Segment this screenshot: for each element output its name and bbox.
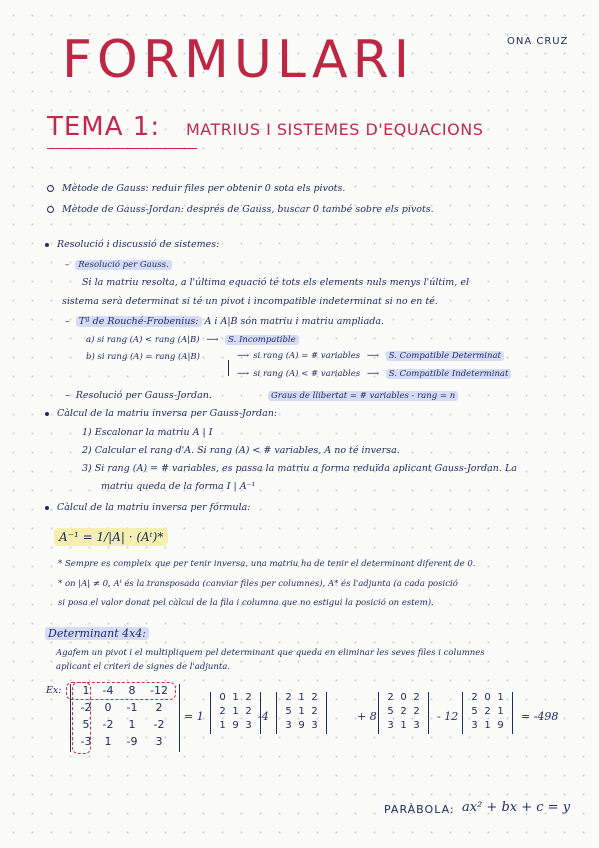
minor-cell: 2 bbox=[219, 706, 226, 717]
minor-cell: 5 bbox=[285, 706, 292, 717]
inversa-step3-2: matriu queda de la forma I | A⁻¹ bbox=[101, 481, 256, 492]
minor-cell: 2 bbox=[413, 706, 420, 717]
bullet-circle-icon bbox=[47, 206, 54, 213]
matrix-cell: 3 bbox=[155, 735, 163, 748]
minor-cell: 3 bbox=[285, 720, 292, 731]
minor-cell: 2 bbox=[484, 706, 491, 717]
case-b1-text: si rang (A) = # variables bbox=[253, 351, 361, 361]
author-name: ONA CRUZ bbox=[507, 36, 569, 47]
case-b-branch-line bbox=[228, 360, 229, 376]
formula-heading bbox=[45, 502, 250, 513]
case-b1-result: S. Compatible Determinat bbox=[386, 351, 504, 361]
bullet-dot-icon bbox=[45, 243, 49, 247]
inversa-heading bbox=[45, 408, 277, 419]
minor-cell: 2 bbox=[311, 706, 318, 717]
rouche-line: – Tª de Rouché-Frobenius: A i A|B són matriu i matriu ampliada. bbox=[65, 316, 385, 327]
minor-cell: 2 bbox=[285, 692, 292, 703]
minor-4-grid bbox=[462, 692, 513, 734]
parabola-formula: ax² + bx + c = y bbox=[462, 800, 571, 815]
gauss-label: – Resolució per Gauss. bbox=[65, 260, 172, 270]
minor-cell: 1 bbox=[232, 692, 239, 703]
minor-cell: 2 bbox=[413, 692, 420, 703]
matrix-cell: 8 bbox=[128, 684, 136, 697]
coef-3: + 8 bbox=[357, 710, 377, 723]
rouche-text: A i A|B són matriu i matriu ampliada. bbox=[204, 316, 385, 327]
case-b2: ⟶ si rang (A) < # variables ⟶ S. Compatible Indeterminat bbox=[233, 369, 511, 379]
minor-4 bbox=[462, 692, 513, 734]
note-1: * Sempre es compleix que per tenir inversa, una matriu ha de tenir el determinant diferent de 0. bbox=[58, 559, 476, 569]
note-2: * on |A| ≠ 0, Aᵗ és la transposada (canviar files per columnes), A* és l'adjunta (a cada posició bbox=[58, 579, 458, 589]
gauss-text-1: Si la matriu resolta, a l'última equació té tots els elements nuls menys l'últim, el bbox=[82, 277, 469, 288]
minor-cell: 1 bbox=[497, 706, 504, 717]
method-gauss-jordan bbox=[47, 204, 434, 215]
gj-line: – Resolució per Gauss-Jordan. bbox=[65, 390, 212, 401]
minor-cell: 2 bbox=[471, 692, 478, 703]
matrix-cell: -2 bbox=[153, 718, 165, 731]
minor-cell: 2 bbox=[387, 692, 394, 703]
arrow-right-icon: ⟶ bbox=[366, 369, 380, 379]
inversa-step2: 2) Calcular el rang d'A. Si rang (A) < # variables, A no té inversa. bbox=[82, 445, 400, 456]
minor-cell: 2 bbox=[245, 706, 252, 717]
minor-cell: 3 bbox=[245, 720, 252, 731]
inversa-step3-1: 3) Si rang (A) = # variables, es passa la matriu a forma reduïda aplicant Gauss-Jordan. La bbox=[82, 463, 517, 474]
inverse-formula bbox=[54, 530, 168, 544]
minor-cell: 0 bbox=[219, 692, 226, 703]
topic-subtitle: MATRIUS I SISTEMES D'EQUACIONS bbox=[186, 120, 484, 139]
gj-degrees bbox=[268, 391, 458, 401]
gauss-text-2: sistema serà determinat si té un pivot i incompatible indeterminat si no en té. bbox=[62, 296, 438, 307]
matrix-cell: 0 bbox=[104, 701, 112, 714]
gauss-label-text: Resolució per Gauss. bbox=[75, 260, 171, 270]
minor-cell: 2 bbox=[400, 706, 407, 717]
inversa-step1: 1) Escalonar la matriu A | I bbox=[82, 427, 213, 438]
minor-cell: 1 bbox=[219, 720, 226, 731]
minor-cell: 9 bbox=[298, 720, 305, 731]
column-highlight-dashed bbox=[72, 682, 91, 754]
minor-cell: 3 bbox=[311, 720, 318, 731]
gj-degrees-text: Graus de llibertat = # variables - rang = n bbox=[268, 391, 458, 401]
case-a-text: a) si rang (A) < rang (A|B) bbox=[86, 335, 200, 345]
coef-4: - 12 bbox=[437, 710, 459, 723]
matrix-4x4 bbox=[70, 684, 180, 754]
minor-cell: 9 bbox=[232, 720, 239, 731]
matrix-cell: -9 bbox=[126, 735, 138, 748]
minor-cell: 9 bbox=[497, 720, 504, 731]
minor-cell: 1 bbox=[497, 692, 504, 703]
method-gauss bbox=[47, 183, 345, 194]
matrix-cell: 1 bbox=[104, 735, 112, 748]
bullet-dot-icon bbox=[45, 412, 49, 416]
determinant-text-1: Agafem un pivot i el multipliquem pel determinant que queda en eliminar les seves files i columnes bbox=[56, 648, 485, 658]
matrix-cell: 1 bbox=[82, 684, 90, 697]
matrix-cell: -1 bbox=[126, 701, 138, 714]
method-gauss-text: Mètode de Gauss: reduir files per obtenir 0 sota els pivots. bbox=[62, 183, 346, 194]
minor-1-grid bbox=[210, 692, 261, 734]
case-b1: ⟶ si rang (A) = # variables ⟶ S. Compatible Determinat bbox=[233, 351, 504, 361]
minor-cell: 1 bbox=[298, 692, 305, 703]
inversa-heading-text: Càlcul de la matriu inversa per Gauss-Jordan: bbox=[57, 408, 278, 419]
matrix-cell: -4 bbox=[102, 684, 114, 697]
note-3: si posa el valor donat pel càlcul de la fila i columna que no estigui la posició on estem). bbox=[58, 598, 434, 608]
matrix-cell: -2 bbox=[80, 701, 92, 714]
minor-cell: 2 bbox=[311, 692, 318, 703]
inverse-formula-text: A⁻¹ = 1/|A| · (Aᵗ)* bbox=[54, 528, 168, 546]
minor-2 bbox=[276, 692, 327, 734]
minor-3 bbox=[378, 692, 429, 734]
minor-cell: 5 bbox=[387, 706, 394, 717]
parabola-label: PARÀBOLA: bbox=[384, 803, 455, 816]
topic-label: TEMA 1: bbox=[47, 112, 161, 142]
formula-heading-text: Càlcul de la matriu inversa per fórmula: bbox=[57, 502, 251, 513]
topic-underline bbox=[47, 148, 197, 149]
minor-cell: 1 bbox=[232, 706, 239, 717]
minor-cell: 2 bbox=[245, 692, 252, 703]
minor-cell: 3 bbox=[471, 720, 478, 731]
case-a bbox=[86, 335, 299, 345]
arrow-right-icon: ⟶ bbox=[206, 335, 219, 345]
minor-3-grid bbox=[378, 692, 429, 734]
minor-1 bbox=[210, 692, 261, 734]
gj-label: Resolució per Gauss-Jordan. bbox=[75, 390, 212, 401]
arrow-right-icon: ⟶ bbox=[366, 351, 380, 361]
determinant-text-2: aplicant el criteri de signes de l'adjunta. bbox=[56, 662, 231, 672]
rouche-label: Tª de Rouché-Frobenius: bbox=[76, 316, 202, 327]
minor-cell: 1 bbox=[484, 720, 491, 731]
determinant-result: = -498 bbox=[521, 710, 559, 723]
matrix-cell: 2 bbox=[155, 701, 163, 714]
method-gj-text: Mètode de Gauss-Jordan: després de Gauss, buscar 0 també sobre els pivots. bbox=[62, 204, 434, 215]
determinant-heading-text: Determinant 4x4: bbox=[45, 627, 149, 640]
matrix-right-bar bbox=[179, 684, 180, 752]
bullet-circle-icon bbox=[47, 185, 54, 192]
matrix-cell: -2 bbox=[102, 718, 114, 731]
resolucio-heading bbox=[45, 239, 219, 250]
minor-2-grid bbox=[276, 692, 327, 734]
minor-cell: 3 bbox=[387, 720, 394, 731]
case-b: b) si rang (A) = rang (A|B) bbox=[86, 352, 200, 362]
case-b2-result: S. Compatible Indeterminat bbox=[386, 369, 512, 379]
minor-cell: 1 bbox=[298, 706, 305, 717]
minor-cell: 0 bbox=[484, 692, 491, 703]
bullet-dot-icon bbox=[45, 506, 49, 510]
example-label: Ex: bbox=[46, 685, 62, 696]
matrix-cell: -12 bbox=[150, 684, 168, 697]
matrix-cell: 1 bbox=[128, 718, 136, 731]
resolucio-heading-text: Resolució i discussió de sistemes: bbox=[57, 239, 220, 250]
page-title: FORMULARI bbox=[62, 30, 415, 90]
coef-1: = 1 bbox=[184, 710, 204, 723]
minor-cell: 1 bbox=[400, 720, 407, 731]
minor-cell: 3 bbox=[413, 720, 420, 731]
minor-cell: 5 bbox=[471, 706, 478, 717]
determinant-heading bbox=[45, 627, 149, 640]
matrix-cell: -3 bbox=[80, 735, 92, 748]
matrix-cell: 5 bbox=[82, 718, 90, 731]
case-a-result: S. Incompatible bbox=[225, 335, 299, 345]
coef-2: -4 bbox=[258, 710, 269, 723]
minor-cell: 0 bbox=[400, 692, 407, 703]
case-b2-text: si rang (A) < # variables bbox=[253, 369, 361, 379]
